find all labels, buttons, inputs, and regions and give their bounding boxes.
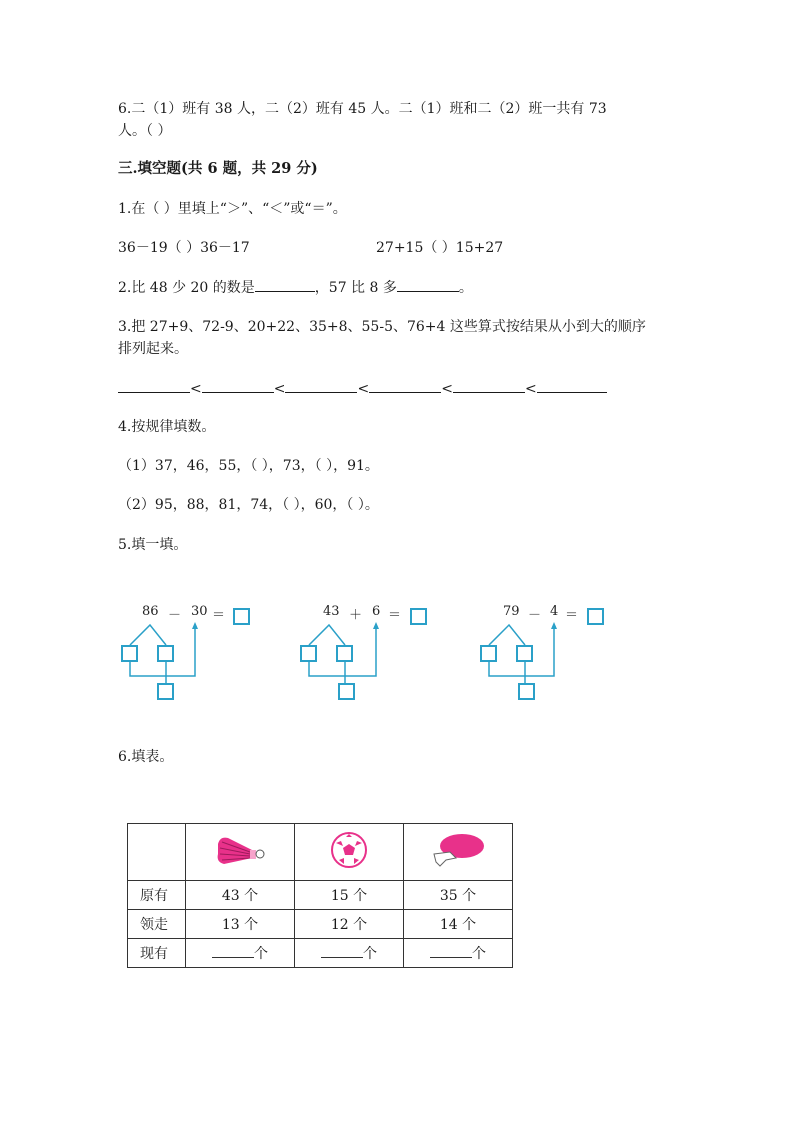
result-box[interactable] (157, 683, 174, 700)
equals: ＝ (565, 608, 579, 623)
cell-value: 15 个 (295, 881, 404, 910)
q3-lt: < (441, 381, 453, 397)
ping-pong-paddle-icon (428, 832, 488, 868)
unit-label: 个 (363, 946, 377, 962)
split-diagram-1 (117, 604, 267, 714)
q4-seq2: （2）95，88，81，74，（ ），60，（ ）。 (118, 497, 379, 513)
item-cell-ball (295, 824, 404, 881)
operand-a: 86 (142, 604, 159, 619)
cell-value: 12 个 (295, 910, 404, 939)
fill-table (127, 823, 513, 968)
operand-a: 79 (503, 604, 520, 619)
cell-value: 35 个 (404, 881, 513, 910)
q3-blank[interactable] (369, 378, 441, 393)
split-box-right[interactable] (157, 645, 174, 662)
row-label: 现有 (128, 939, 186, 968)
row-label: 领走 (128, 910, 186, 939)
unit-label: 个 (472, 946, 486, 962)
q3-order-row (118, 378, 607, 397)
split-box-right[interactable] (336, 645, 353, 662)
q4-seq1: （1）37，46，55，（ ），73，（ ），91。 (118, 458, 379, 474)
q3-line2: 排列起来。 (118, 341, 188, 357)
operator: － (528, 608, 542, 623)
q3-blank[interactable] (453, 378, 525, 393)
q3-lt: < (357, 381, 370, 397)
section-title: 三.填空题(共 6 题，共 29 分) (118, 160, 318, 177)
q6-judge-line1: 6.二（1）班有 38 人，二（2）班有 45 人。二（1）班和二（2）班一共有 73 (118, 101, 607, 117)
q4-prompt: 4.按规律填数。 (118, 419, 216, 435)
q6-prompt: 6.填表。 (118, 749, 174, 765)
q3-blank[interactable] (202, 378, 274, 393)
cell-value: 13 个 (186, 910, 295, 939)
operand-b: 4 (550, 604, 559, 619)
split-diagram-2 (296, 604, 446, 714)
q3-lt: < (273, 381, 286, 397)
answer-blank[interactable] (430, 943, 472, 958)
diagram-lines (296, 604, 446, 714)
equals: ＝ (212, 608, 226, 623)
q3-blank[interactable] (118, 378, 190, 393)
split-box-left[interactable] (480, 645, 497, 662)
cell-value: 14 个 (404, 910, 513, 939)
answer-cell[interactable] (295, 939, 404, 968)
corner-cell (128, 824, 186, 881)
result-box[interactable] (518, 683, 535, 700)
answer-cell[interactable] (404, 939, 513, 968)
q1-prompt: 1.在（ ）里填上“＞”、“＜”或“＝”。 (118, 201, 347, 217)
answer-blank[interactable] (212, 943, 254, 958)
q3-lt: < (190, 381, 202, 397)
unit-label: 个 (254, 946, 268, 962)
operator: ＋ (349, 608, 363, 623)
q3-line1: 3.把 27+9、72-9、20+22、35+8、55-5、76+4 这些算式按结果从小到大的顺序 (118, 319, 646, 335)
q2-blank-1[interactable] (255, 277, 315, 292)
item-cell-paddle (404, 824, 513, 881)
diagram-lines (117, 604, 267, 714)
q3-blank[interactable] (285, 378, 357, 393)
operand-b: 30 (191, 604, 208, 619)
q2-part3: 。 (458, 280, 473, 296)
answer-blank[interactable] (321, 943, 363, 958)
item-cell-shuttlecock (186, 824, 295, 881)
split-box-left[interactable] (121, 645, 138, 662)
q2-blank-2[interactable] (397, 277, 459, 292)
operand-b: 6 (372, 604, 381, 619)
result-box[interactable] (338, 683, 355, 700)
q5-prompt: 5.填一填。 (118, 537, 188, 553)
shuttlecock-icon (214, 832, 266, 868)
operator: － (168, 608, 182, 623)
split-box-left[interactable] (300, 645, 317, 662)
diagram-lines (476, 604, 626, 714)
cell-value: 43 个 (186, 881, 295, 910)
q2-part2: ，57 比 8 多 (314, 280, 397, 296)
split-diagram-3 (476, 604, 626, 714)
operand-a: 43 (323, 604, 340, 619)
answer-cell[interactable] (186, 939, 295, 968)
q3-blank[interactable] (537, 378, 607, 393)
row-label: 原有 (128, 881, 186, 910)
q6-judge-line2: 人。（ ） (118, 123, 172, 139)
q3-lt: < (524, 381, 537, 397)
q2-part1: 2.比 48 少 20 的数是 (118, 280, 255, 296)
q2-line (118, 277, 473, 297)
equals: ＝ (388, 608, 402, 623)
soccer-ball-icon (329, 830, 369, 870)
q1-compare-right: 27+15（ ）15+27 (376, 240, 504, 256)
q1-compare-left: 36－19（ ）36－17 (118, 240, 250, 256)
split-box-right[interactable] (516, 645, 533, 662)
